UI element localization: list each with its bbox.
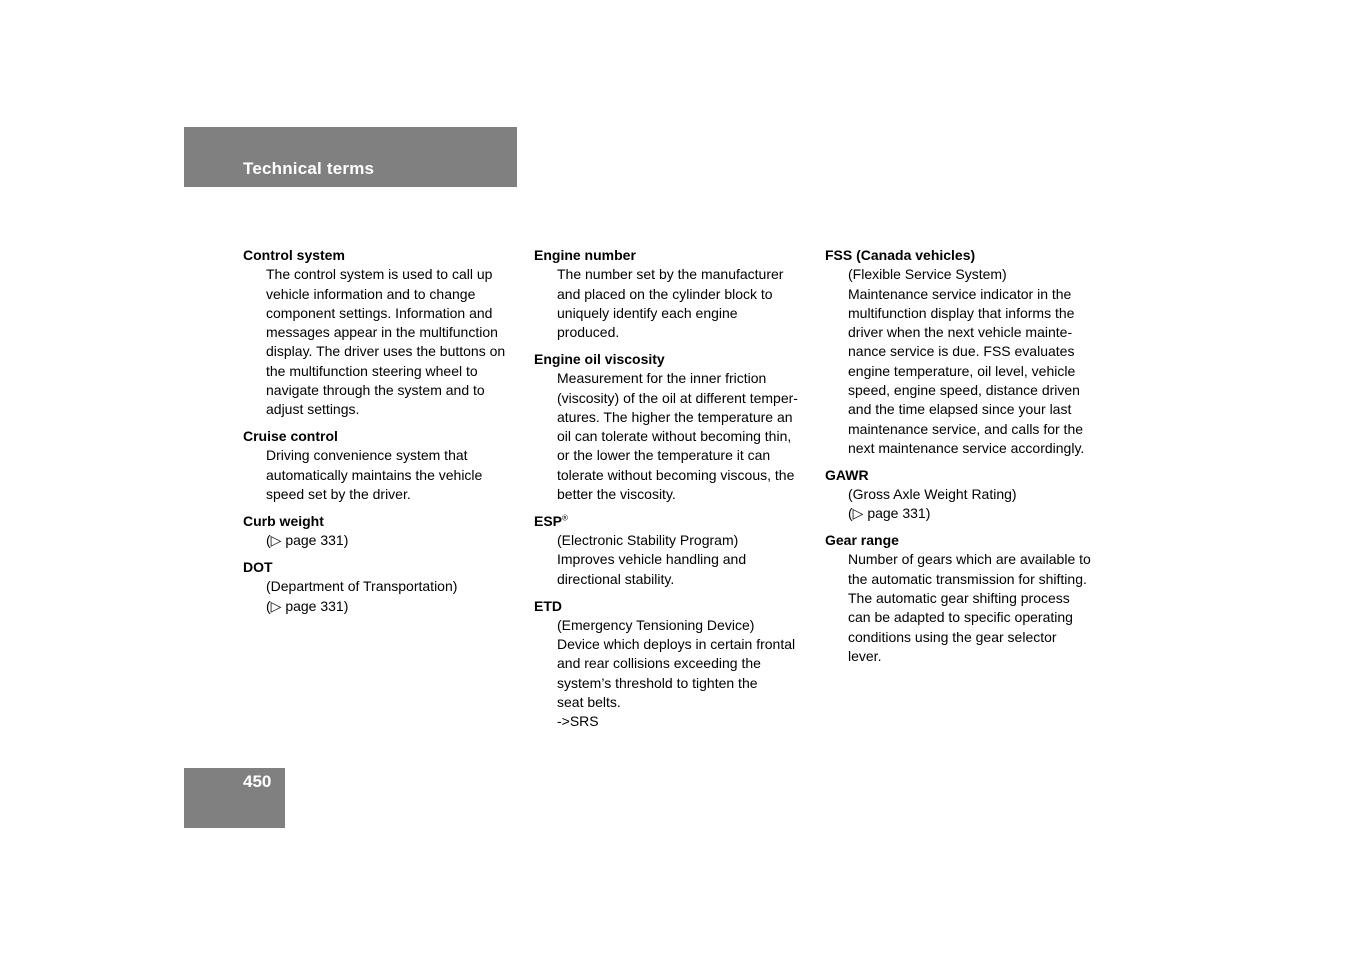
definition-line: seat belts. <box>557 694 621 711</box>
definition-line: driver when the next vehicle mainte- <box>848 324 1073 341</box>
registered-mark: ® <box>562 513 568 523</box>
glossary-term: Curb weight <box>243 512 324 529</box>
glossary-column-2 <box>534 246 819 739</box>
definition-line: maintenance service, and calls for the <box>848 420 1084 437</box>
definition-line: the automatic transmission for shifting. <box>848 570 1087 587</box>
definition-line: multifunction display that informs the <box>848 304 1075 321</box>
definition-line: oil can tolerate without becoming thin, <box>557 428 792 445</box>
definition-line: and the time elapsed since your last <box>848 401 1072 418</box>
glossary-entry <box>534 512 819 589</box>
glossary-definition <box>534 369 819 504</box>
definition-line: Measurement for the inner friction <box>557 370 767 387</box>
glossary-definition <box>243 577 528 616</box>
glossary-definition <box>243 531 528 550</box>
glossary-term: FSS (Canada vehicles) <box>825 247 976 263</box>
definition-line[interactable]: (▷ page 331) <box>266 532 349 549</box>
definition-line: (Department of Transportation) <box>266 578 458 595</box>
glossary-entry <box>243 427 528 504</box>
glossary-definition <box>534 531 819 589</box>
glossary-term: Cruise control <box>243 428 338 445</box>
definition-line: component settings. Information and <box>266 304 493 321</box>
definition-line: vehicle information and to change <box>266 285 476 302</box>
definition-line: display. The driver uses the buttons on <box>266 343 506 360</box>
definition-line: or the lower the temperature it can <box>557 447 771 464</box>
glossary-entry <box>534 597 819 732</box>
glossary-definition <box>243 265 528 419</box>
definition-line: (viscosity) of the oil at different temper- <box>557 389 798 406</box>
definition-line: conditions using the gear selector <box>848 628 1057 645</box>
definition-line: Device which deploys in certain frontal <box>557 636 796 653</box>
glossary-term: ESP® <box>534 512 568 529</box>
definition-line: adjust settings. <box>266 401 360 418</box>
definition-line: messages appear in the multifunction <box>266 324 498 341</box>
definition-line: the multifunction steering wheel to <box>266 362 478 379</box>
glossary-term: ETD <box>534 597 562 614</box>
glossary-entry <box>534 246 819 342</box>
definition-line: Number of gears which are available to <box>848 551 1091 568</box>
page-number: 450 <box>243 772 272 791</box>
definition-line: The control system is used to call up <box>266 266 493 283</box>
glossary-definition <box>825 550 1110 666</box>
definition-line: speed set by the driver. <box>266 486 411 503</box>
definition-line: Maintenance service indicator in the <box>848 285 1072 302</box>
glossary-entry <box>825 246 1110 458</box>
glossary-definition <box>534 616 819 732</box>
definition-line: and rear collisions exceeding the <box>557 655 761 672</box>
definition-line: tolerate without becoming viscous, the <box>557 466 795 483</box>
glossary-term: Control system <box>243 247 345 263</box>
glossary-definition <box>534 265 819 342</box>
definition-line: lever. <box>848 647 882 664</box>
definition-line: speed, engine speed, distance driven <box>848 382 1080 399</box>
glossary-term: Gear range <box>825 532 899 549</box>
definition-line: engine temperature, oil level, vehicle <box>848 362 1076 379</box>
definition-line: (Electronic Stability Program) <box>557 532 739 549</box>
glossary-entry <box>243 246 528 420</box>
glossary-term: Engine number <box>534 247 636 263</box>
glossary-term: DOT <box>243 558 273 575</box>
glossary-entry <box>243 512 528 551</box>
glossary-term: GAWR <box>825 466 869 483</box>
glossary-entry <box>243 558 528 616</box>
definition-line: nance service is due. FSS evaluates <box>848 343 1075 360</box>
definition-line[interactable]: (▷ page 331) <box>266 597 349 614</box>
definition-line: (Emergency Tensioning Device) <box>557 616 755 633</box>
definition-line: system’s threshold to tighten the <box>557 674 758 691</box>
definition-line: atures. The higher the temperature an <box>557 408 793 425</box>
glossary-term: Engine oil viscosity <box>534 350 665 367</box>
section-header-tab <box>184 127 517 187</box>
definition-line: (Gross Axle Weight Rating) <box>848 486 1017 503</box>
glossary-definition <box>825 485 1110 524</box>
definition-line: automatically maintains the vehicle <box>266 466 483 483</box>
definition-line: uniquely identify each engine <box>557 304 738 321</box>
glossary-column-3 <box>825 246 1110 674</box>
definition-line: can be adapted to specific operating <box>848 609 1073 626</box>
definition-line: navigate through the system and to <box>266 382 485 399</box>
definition-line: directional stability. <box>557 570 675 587</box>
page-number-tab <box>184 768 285 828</box>
glossary-definition <box>825 265 1110 458</box>
glossary-definition <box>243 446 528 504</box>
section-title: Technical terms <box>243 159 375 178</box>
definition-line: ->SRS <box>557 713 599 730</box>
definition-line: Improves vehicle handling and <box>557 551 747 568</box>
glossary-entry <box>825 466 1110 524</box>
definition-line: The number set by the manufacturer <box>557 266 784 283</box>
glossary-column-1 <box>243 246 528 623</box>
definition-line: Driving convenience system that <box>266 447 468 464</box>
glossary-entry <box>825 531 1110 666</box>
definition-line: and placed on the cylinder block to <box>557 285 773 302</box>
definition-line: The automatic gear shifting process <box>848 590 1070 607</box>
definition-line[interactable]: (▷ page 331) <box>848 505 931 522</box>
definition-line: (Flexible Service System) <box>848 266 1007 283</box>
definition-line: produced. <box>557 324 620 341</box>
definition-line: next maintenance service accordingly. <box>848 439 1085 456</box>
definition-line: better the viscosity. <box>557 486 676 503</box>
glossary-entry <box>534 350 819 504</box>
